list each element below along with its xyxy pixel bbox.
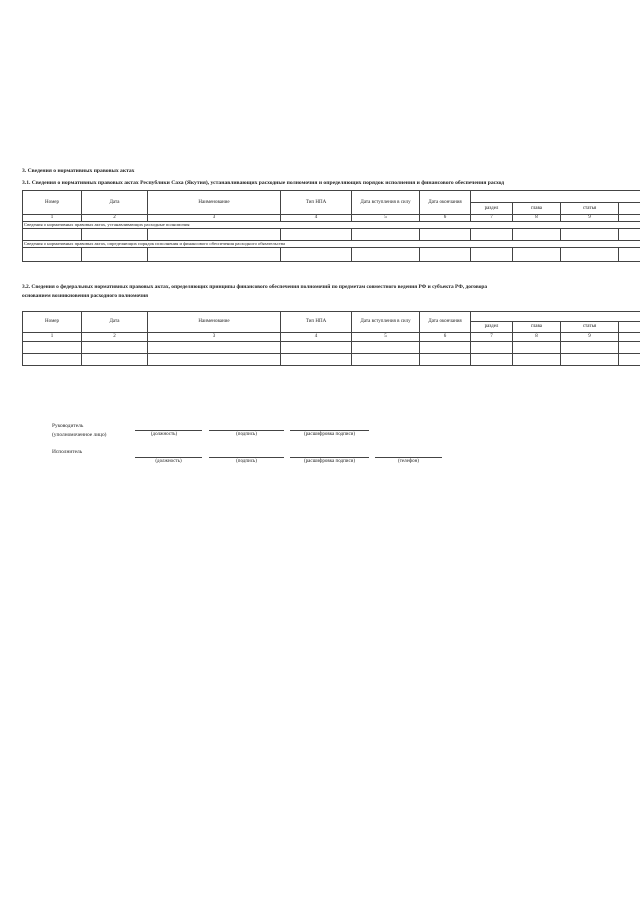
col-header-chapter: глава [513,203,561,215]
table-cell[interactable] [352,229,420,241]
col-header-name: Наименование [148,312,281,333]
col-header-number: Номер [23,191,82,215]
table-section-row: Сведения о нормативных правовых актах, определяющих порядок исполнения и финансового обеспечения расходного обязательства [23,241,640,248]
table-row [23,354,640,366]
executor-signature-line[interactable] [209,457,284,458]
table-cell[interactable] [619,248,640,262]
col-header-article: статья [561,322,619,333]
col-number-cell: 9 [561,333,619,342]
table-cell[interactable] [619,354,640,366]
table-cell[interactable] [352,248,420,262]
col-number-cell: 5 [352,333,420,342]
col-number-cell: 2 [82,215,148,222]
col-number-cell [619,215,640,222]
col-number-cell: 3 [148,333,281,342]
head-signature-line[interactable] [209,430,284,431]
table-cell[interactable] [148,248,281,262]
col-number-cell: 4 [281,333,352,342]
table-cell[interactable] [471,248,513,262]
table-cell[interactable] [281,229,352,241]
col-number-cell: 8 [513,215,561,222]
table-cell[interactable] [82,248,148,262]
col-header-extra [619,203,640,215]
head-sublabel: (уполномоченное лицо) [52,432,107,438]
table-cell[interactable] [471,229,513,241]
table-cell[interactable] [513,248,561,262]
col-header-chapter: глава [513,322,561,333]
table-cell[interactable] [82,342,148,354]
table-cell[interactable] [561,229,619,241]
table-row [23,342,640,354]
table-cell[interactable] [513,342,561,354]
head-label: Руководитель [52,423,84,429]
section-3-title: 3. Сведения о нормативных правовых актах [22,168,135,174]
table-cell[interactable] [513,229,561,241]
col-header-extra [619,322,640,333]
col-number-cell: 1 [23,333,82,342]
executor-phone-line[interactable] [375,457,442,458]
col-number-cell: 5 [352,215,420,222]
col-number-cell: 7 [471,215,513,222]
col-number-cell: 4 [281,215,352,222]
table-cell[interactable] [561,354,619,366]
col-number-cell: 8 [513,333,561,342]
col-header-date: Дата [82,312,148,333]
executor-signature-caption: (подпись) [236,459,257,464]
section-3-1-title: 3.1. Сведения о нормативных правовых актах Республики Саха (Якутия), устанавливающих расходные полномочия и определяющих порядок исполнения и финансового обеспечения расход [22,180,505,186]
col-header-type: Тип НПА [281,191,352,215]
head-position-caption: (должность) [150,432,178,437]
table-cell[interactable] [352,354,420,366]
col-header-section: раздел [471,203,513,215]
table-section-row: Сведения о нормативных правовых актах, устанавливающих расходные полномочия [23,222,640,229]
col-header-number: Номер [23,312,82,333]
table-cell[interactable] [281,248,352,262]
table-cell[interactable] [281,342,352,354]
section-3-2-title-cont: основанием возникновения расходного полномочия [22,293,149,299]
col-header-effective-date: Дата вступления в силу [352,312,420,333]
col-number-cell [619,333,640,342]
table-cell[interactable] [471,342,513,354]
col-number-cell: 1 [23,215,82,222]
table-cell[interactable] [561,342,619,354]
npa-table-rs [22,190,640,262]
col-number-cell: 2 [82,333,148,342]
col-number-cell: 6 [420,215,471,222]
head-signature-caption: (подпись) [236,432,257,437]
col-header-group [471,191,640,203]
table-cell[interactable] [420,342,471,354]
table-cell[interactable] [619,342,640,354]
executor-position-line[interactable] [135,457,202,458]
table-cell[interactable] [82,354,148,366]
head-position-line[interactable] [135,430,202,431]
table-cell[interactable] [471,354,513,366]
col-header-group [471,312,640,322]
executor-decoding-line[interactable] [290,457,369,458]
table-cell[interactable] [23,248,82,262]
table-cell[interactable] [23,354,82,366]
executor-position-caption: (должность) [155,459,182,464]
table-cell[interactable] [148,342,281,354]
col-header-section: раздел [471,322,513,333]
col-number-cell: 9 [561,215,619,222]
table-cell[interactable] [619,229,640,241]
table-cell[interactable] [561,248,619,262]
col-header-end-date: Дата окончания [420,312,471,333]
head-decoding-line[interactable] [290,430,369,431]
table-cell[interactable] [23,229,82,241]
col-number-cell: 3 [148,215,281,222]
table-cell[interactable] [281,354,352,366]
table-row [23,229,640,241]
section-3-2-title: 3.2. Сведения о федеральных нормативных правовых актах, определяющих принципы финансового обеспечения полномочий по предметам совместного ведения РФ и субъекта РФ, договора [22,284,488,290]
col-header-effective-date: Дата вступления в силу [352,191,420,215]
col-number-cell: 7 [471,333,513,342]
col-number-cell: 6 [420,333,471,342]
col-header-date: Дата [82,191,148,215]
table-cell[interactable] [513,354,561,366]
table-cell[interactable] [82,229,148,241]
table-cell[interactable] [420,354,471,366]
table-cell[interactable] [420,229,471,241]
table-cell[interactable] [352,342,420,354]
table-cell[interactable] [420,248,471,262]
executor-phone-caption: (телефон) [398,459,419,464]
col-header-name: Наименование [148,191,281,215]
table-row [23,248,640,262]
npa-table-federal [22,311,640,366]
executor-decoding-caption: (расшифровка подписи) [303,459,356,464]
head-decoding-caption: (расшифровка подписи) [303,432,356,437]
col-header-end-date: Дата окончания [420,191,471,215]
table-cell[interactable] [148,229,281,241]
executor-label: Исполнитель [52,449,83,455]
table-cell[interactable] [148,354,281,366]
col-header-type: Тип НПА [281,312,352,333]
table-cell[interactable] [23,342,82,354]
col-header-article: статья [561,203,619,215]
